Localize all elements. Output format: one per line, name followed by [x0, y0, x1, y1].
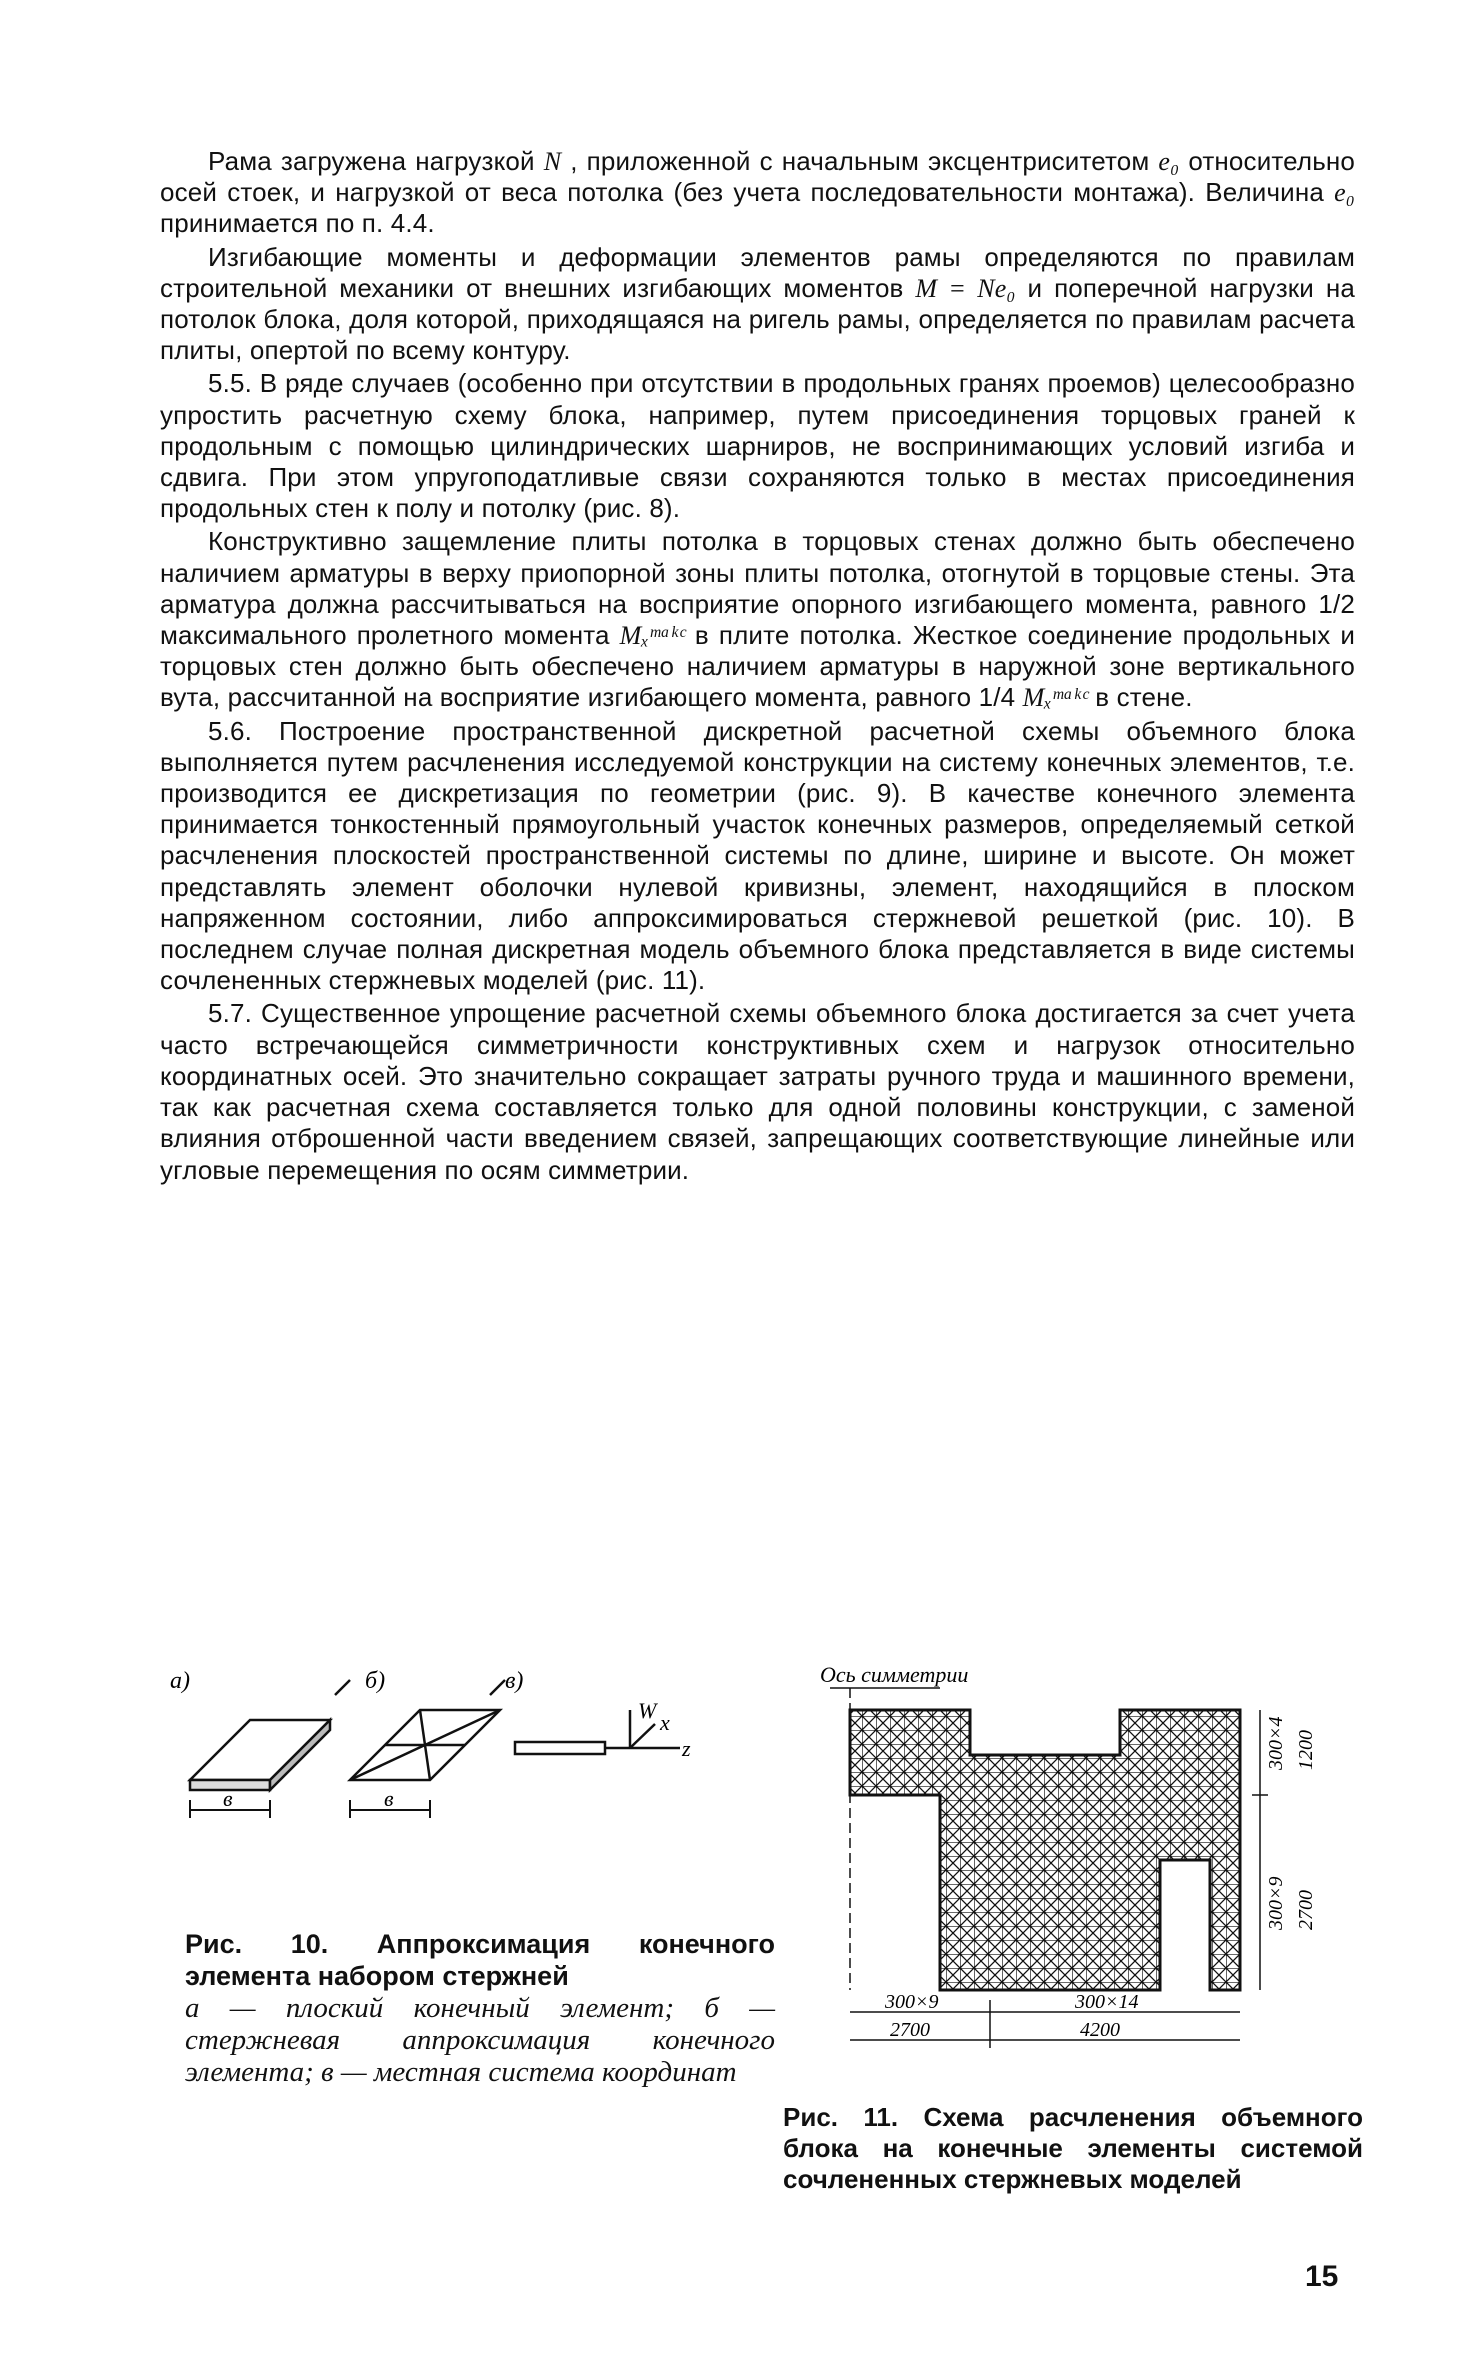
fig11-axis-label: Ось симметрии — [820, 1662, 969, 1687]
text-run: относительно осей стоек, и нагрузкой от веса потолка (без учета последовательности монтажа). Величина — [160, 146, 1356, 208]
paragraph — [160, 998, 1355, 1185]
paragraph — [160, 242, 1355, 367]
body-text — [160, 146, 1355, 1186]
figure-10-caption — [185, 1928, 775, 2088]
fig11-bottom-left-grid: 300×9 — [885, 1991, 939, 2013]
paragraph — [160, 146, 1355, 240]
figure-10-caption-title: Рис. 10. Аппроксимация конечного элемента набором стержней — [185, 1929, 775, 1991]
text-run: 5.7. Существенное упрощение расчетной схемы объемного блока достигается за счет учета часто встречающейся симметричности конструктивных схем и нагрузок относительно координатных осей. Это значительно сокращает затраты ручного труда и машинного времени, так как расчетная схема составляется только для одной половины конструкции, с заменой влияния отброшенной части введением связей, запрещающих соответствующие линейные или угловые перемещения по осям симметрии. — [160, 998, 1355, 1185]
fig10-label-v: в) — [505, 1668, 524, 1694]
text-run: 5.6. Построение пространственной дискретной расчетной схемы объемного блока выполняется путем расчленения исследуемой конструкции на систему конечных элементов, т.е. производится ее дискретизация по геометрии (рис. 9). В качестве конечного элемента принимается тонкостенный прямоугольный участок конечных размеров, определяемый сеткой расчленения плоскостей пространственной системы по длине, ширине и высоте. Он может представлять элемент оболочки нулевой кривизны, элемент, находящийся в плоском напряженном состоянии, либо аппроксимироваться стержневой решеткой (рис. 10). В последнем случае полная дискретная модель объемного блока представляется в виде системы сочлененных стержневых моделей (рис. 11). — [160, 715, 1355, 996]
fig11-top-grid: 300×4 — [1265, 1716, 1287, 1770]
lattice-block-icon — [850, 1710, 1240, 1990]
fig11-bottom-left-dim: 2700 — [890, 2019, 930, 2041]
figure-11-caption-text: Рис. 11. Схема расчленения объемного блока на конечные элементы системой сочлененных стержневых моделей — [783, 2102, 1363, 2194]
fig10-dim-b2: в — [384, 1786, 394, 1811]
paragraph — [160, 716, 1355, 997]
fig11-right-dim: 2700 — [1295, 1890, 1317, 1930]
page-number: 15 — [1305, 2260, 1339, 2293]
flat-element-icon — [190, 1720, 330, 1790]
math-symbol: e₀ — [1334, 178, 1355, 208]
text-run: 5.5. В ряде случаев (особенно при отсутствии в продольных гранях проемов) целесообразно упростить расчетную схему блока, например, путем присоединения торцовых граней к продольным с помощью цилиндрических шарниров, не воспринимающих условий изгиба и сдвига. При этом упругоподатливые связи сохраняются только в местах присоединения продольных стен к полу и потолку (рис. 8). — [160, 368, 1355, 524]
fig11-right-grid: 300×9 — [1265, 1876, 1287, 1930]
math-symbol: M = Ne₀ — [915, 273, 1016, 303]
fig10-label-a: а) — [170, 1668, 190, 1694]
math-symbol: Mₓᵐᵃᵏᶜ — [619, 621, 685, 651]
figure-11-caption — [783, 2102, 1363, 2195]
text-run: в стене. — [1087, 682, 1193, 713]
text-run: принимается по п. 4.4. — [160, 208, 435, 239]
text-run: , приложенной с начальным эксцентриситетом — [561, 146, 1159, 176]
fig11-bottom-right-grid: 300×14 — [1075, 1991, 1139, 2013]
figure-10-caption-description: а — плоский конечный элемент; б — стержневая аппроксимация конечного элемента; в — местная система координат — [185, 1992, 775, 2088]
text-run: Конструктивно защемление плиты потолка в торцовых стенах должно быть обеспечено наличием арматуры в верху приопорной зоны плиты потолка, отогнутой в торцовые стены. Эта арматура должна рассчитываться на восприятие опорного изгибающего момента, равного 1/2 максимального пролетного момента — [160, 526, 1355, 651]
fig10-dim-b1: в — [223, 1786, 233, 1811]
fig11-bottom-right-dim: 4200 — [1080, 2019, 1120, 2041]
text-run: Рама загружена нагрузкой — [208, 146, 544, 176]
math-symbol: Mₓᵐᵃᵏᶜ — [1022, 683, 1088, 713]
figure-11-drawing — [820, 1660, 1365, 2090]
figure-10-drawing — [160, 1660, 780, 1920]
fig11-top-dim: 1200 — [1295, 1730, 1317, 1770]
rod-approximation-icon — [335, 1680, 505, 1780]
paragraph — [160, 526, 1355, 713]
text-run: и поперечной нагрузки на потолок блока, доля которой, приходящаяся на ригель рамы, определяется по правилам расчета плиты, опертой по всему контуру. — [160, 272, 1355, 366]
text-run: в плите потолка. Жесткое соединение продольных и торцовых стен должно быть обеспечено наличием арматуры в наружной зоне вертикального вута, рассчитанной на восприятие изгибающего момента, равного 1/4 — [160, 620, 1355, 713]
math-symbol: e₀ — [1158, 147, 1180, 176]
text-run: Изгибающие моменты и деформации элементов рамы определяются по правилам строительной механики от внешних изгибающих моментов — [160, 241, 1355, 303]
fig10-axis-w: W — [638, 1698, 657, 1723]
fig10-axis-x: x — [660, 1710, 670, 1735]
paragraph — [160, 368, 1355, 524]
math-symbol: N — [543, 147, 562, 176]
fig10-axis-z: z — [682, 1736, 691, 1761]
fig10-label-b: б) — [365, 1668, 386, 1694]
